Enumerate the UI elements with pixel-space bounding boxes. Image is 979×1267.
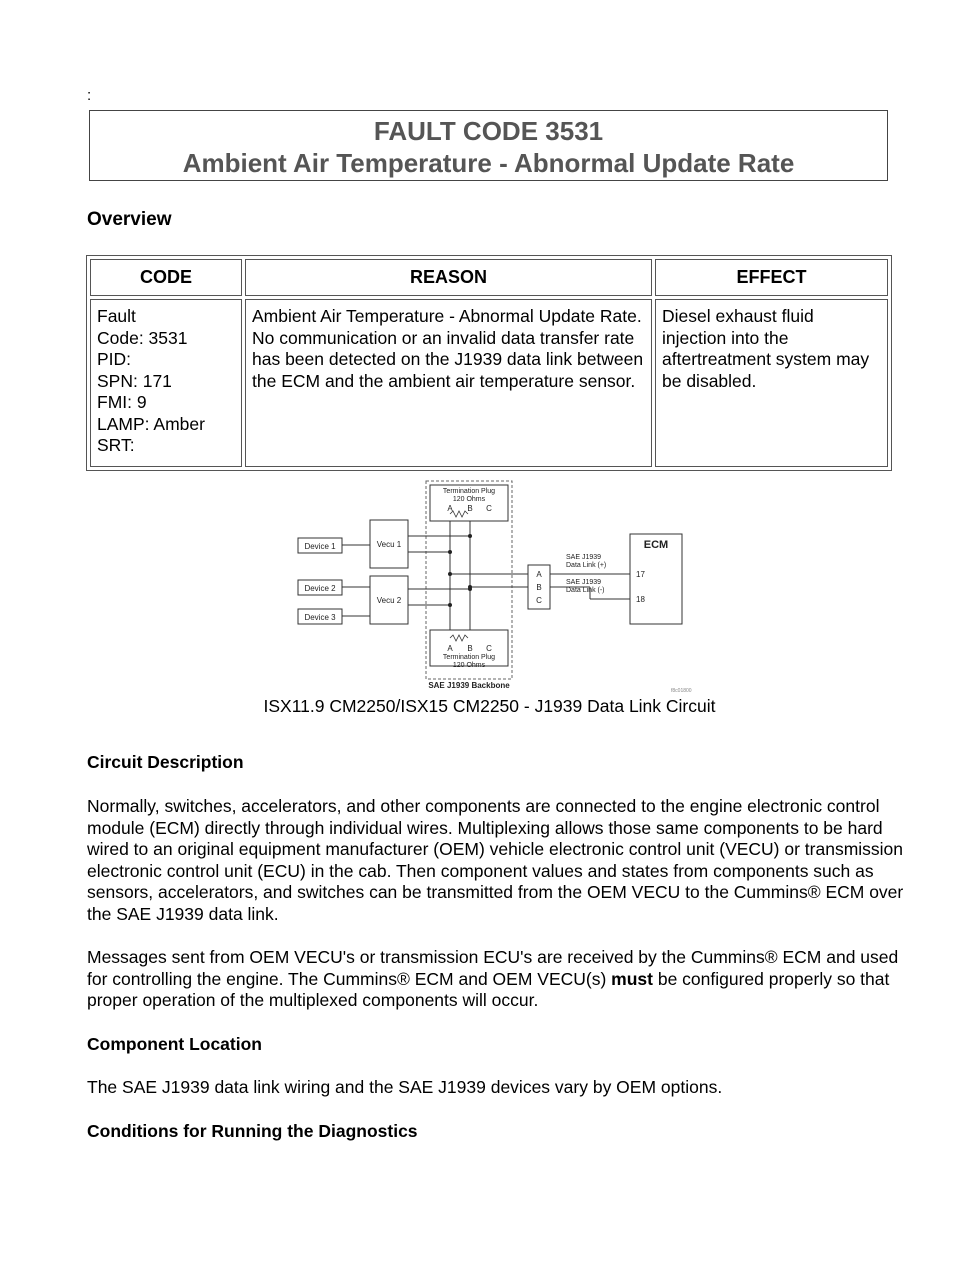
backbone-label: SAE J1939 Backbone [428,681,510,690]
header-reason: REASON [245,259,652,296]
junction-dot [468,585,472,589]
device-2-label: Device 2 [304,584,336,593]
vecu-messages-paragraph [87,947,907,1012]
overview-table [86,255,892,471]
link-neg-label-2: Data Link (-) [566,587,605,594]
conn-pin-c: C [536,596,542,605]
code-line: SRT: [97,435,135,455]
junction-dot [468,534,472,538]
para-text: Messages sent from OEM VECU's or transmission ECU's are received by the Cummins® ECM and used for controlling the engine. The Cummins® ECM and OEM VECU(s) [87,947,899,989]
vecu-2-label: Vecu 2 [376,596,402,605]
header-code: CODE [90,259,242,296]
emphasis-must: must [611,968,653,989]
term-bottom-pin-a: A [447,644,453,653]
code-line: Fault [97,306,136,326]
effect-cell: Diesel exhaust fluid injection into the aftertreatment system may be disabled. [655,299,888,467]
code-line: SPN: 171 [97,370,172,391]
fault-code-title: FAULT CODE 3531 [373,116,604,146]
junction-dot [448,572,452,576]
term-top-label: Termination Plug [442,488,496,495]
ecm-pin-17: 17 [636,570,645,579]
fault-code-subtitle: Ambient Air Temperature - Abnormal Update Rate [182,148,795,178]
circuit-description-paragraph: Normally, switches, accelerators, and other components are connected to the engine electronic control module (ECM) directly through individual wires. Multiplexing allows those same components to be hard wired to an original equipment manufacturer (OEM) vehicle electronic control unit (VECU) or transmission electronic control unit (ECU) in the cab. Then component values and states from components such as sensors, accelerators, and switches can be transmitted from the OEM VECU to the Cummins® ECM over the SAE J1939 data link. [87,796,904,924]
code-line: FMI: 9 [97,392,147,412]
term-top-pin-c: C [486,504,492,513]
ecm-pin-18: 18 [636,595,645,604]
term-bottom-pin-b: B [467,644,473,653]
conditions-heading: Conditions for Running the Diagnostics [87,1121,418,1141]
device-3-label: Device 3 [304,613,336,622]
page-prefix: : [87,87,92,104]
conn-pin-b: B [536,583,542,592]
term-top-pin-b: B [467,504,473,513]
circuit-description-heading: Circuit Description [87,752,244,772]
vecu-1-label: Vecu 1 [376,540,402,549]
junction-dot [448,550,452,554]
term-bottom-ohms: 120 Ohms [452,662,486,669]
term-bottom-label: Termination Plug [442,654,496,661]
conn-pin-a: A [536,570,542,579]
code-line: Code: 3531 [97,327,188,348]
table-row [90,299,888,467]
figure-ref: f8c01800 [671,688,692,694]
code-line: PID: [97,349,132,369]
link-neg-label-1: SAE J1939 [566,579,602,586]
figure-caption: ISX11.9 CM2250/ISX15 CM2250 - J1939 Data Link Circuit [263,696,716,716]
component-location-heading: Component Location [87,1034,262,1054]
j1939-circuit-diagram [290,478,710,696]
component-location-paragraph: The SAE J1939 data link wiring and the SAE J1939 devices vary by OEM options. [87,1077,723,1097]
overview-heading: Overview [87,209,172,230]
reason-cell: Ambient Air Temperature - Abnormal Update Rate. No communication or an invalid data transfer rate has been detected on the J1939 data link between the ECM and the ambient air temperature sensor. [245,299,652,467]
code-line: LAMP: Amber [97,413,205,434]
link-pos-label-2: Data Link (+) [566,562,607,569]
term-top-pin-a: A [447,504,453,513]
para-text: be configured properly so that proper operation of the multiplexed components will occur. [87,968,890,1010]
fault-code-title-box [89,110,888,181]
ecm-label: ECM [643,539,669,551]
term-bottom-pin-c: C [486,644,492,653]
link-pos-label-1: SAE J1939 [566,554,602,561]
table-header-row [90,259,888,296]
device-1-label: Device 1 [304,542,336,551]
term-top-ohms: 120 Ohms [452,496,486,503]
junction-dot [448,603,452,607]
code-cell [90,299,242,467]
header-effect: EFFECT [655,259,888,296]
